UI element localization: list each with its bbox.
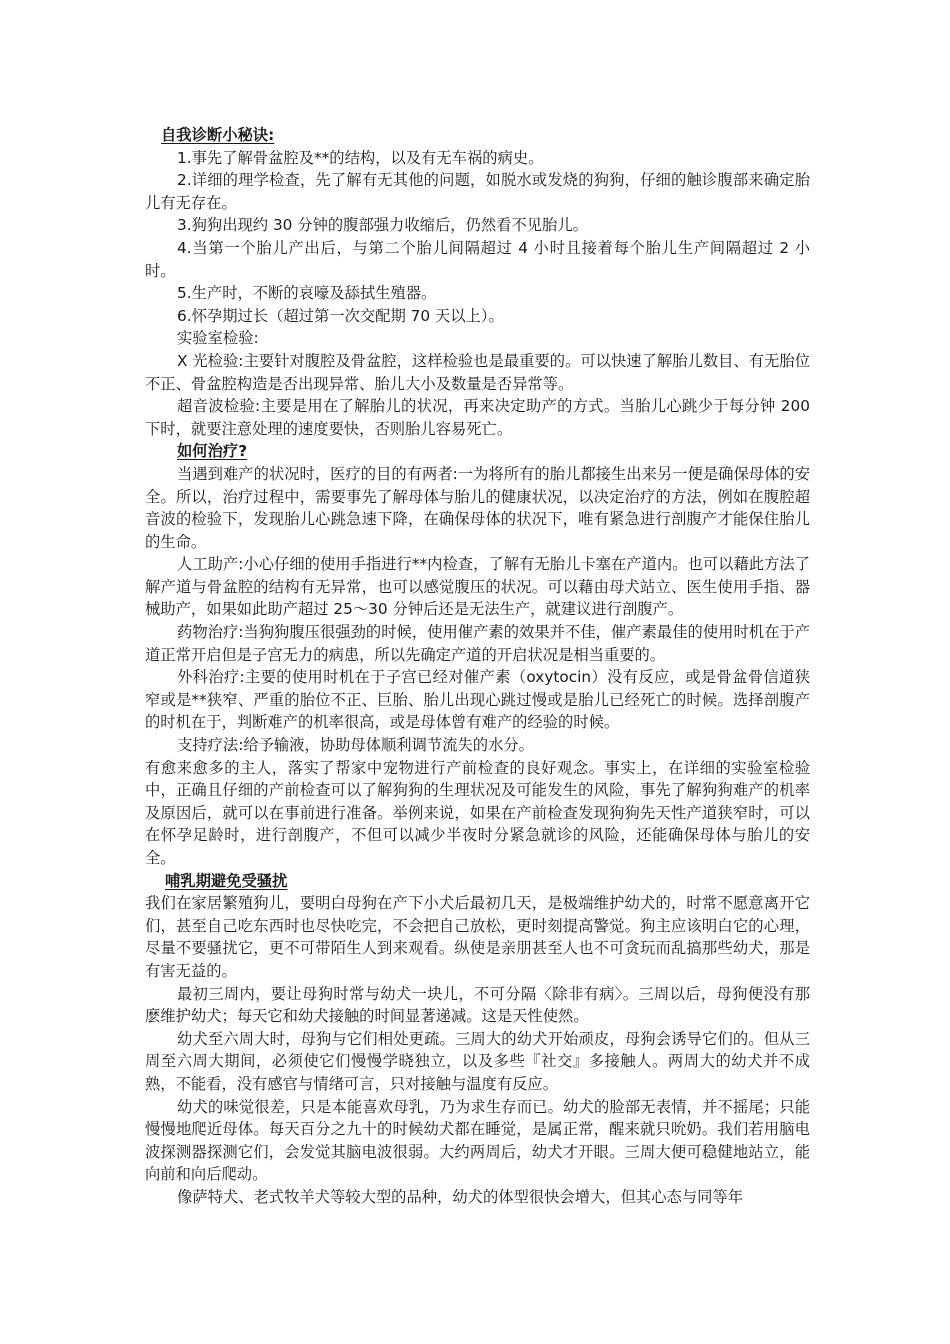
- lactation-paragraph-2: 最初三周内，要让母狗时常与幼犬一块儿，不可分隔〈除非有病〉。三周以后，母狗便没有那麽维护幼犬；每天它和幼犬接触的时间显著递减。这是天性使然。: [145, 984, 810, 1026]
- manual-delivery-paragraph: 人工助产:小心仔细的使用手指进行**内检查，了解有无胎儿卡塞在产道内。也可以藉此方法了解产道与骨盆腔的结构有无异常，也可以感觉腹压的状况。可以藉由母犬站立、医生使用手指、器械助产，如果如此助产超过 25～30 分钟后还是无法生产，就建议进行剖腹产。: [145, 555, 810, 619]
- heading-treatment: 如何治疗?: [177, 442, 248, 461]
- heading-self-diagnosis: 自我诊断小秘诀:: [161, 126, 275, 144]
- lactation-paragraph-3: 幼犬至六周大时，母狗与它们相处更疏。三周大的幼犬开始顽皮，母狗会诱导它们的。但从三周至六周大期间，必须使它们慢慢学晓独立，以及多些『社交』多接触人。两周大的幼犬并不成熟，不能看，没有感官与情绪可言，只对接触与温度有反应。: [145, 1029, 810, 1093]
- supportive-therapy-paragraph: 支持疗法:给予输液，协助母体顺利调节流失的水分。: [177, 736, 534, 755]
- diagnosis-item-6: 6.怀孕期过长（超过第一次交配期 70 天以上）。: [177, 306, 504, 325]
- prenatal-check-summary: 有愈来愈多的主人，落实了帮家中宠物进行产前检查的良好观念。事实上，在详细的实验室检验中，正确且仔细的产前检查可以了解狗狗的生理状况及可能发生的风险，事先了解狗狗难产的机率及原因后，就可以在事前进行准备。举例来说，如果在产前检查发现狗狗先天性产道狭窄时，可以在怀孕足龄时，进行剖腹产，不但可以减少半夜时分紧急就诊的风险，还能确保母体与胎儿的安全。: [145, 758, 810, 867]
- ultrasound-paragraph: 超音波检验:主要是用在了解胎儿的状况，再来决定助产的方式。当胎儿心跳少于每分钟 200 下时，就要注意处理的速度要快，否则胎儿容易死亡。: [145, 397, 810, 438]
- treatment-intro: 当遇到难产的状况时，医疗的目的有两者:一为将所有的胎儿都接生出来另一便是确保母体的安全。所以，治疗过程中，需要事先了解母体与胎儿的健康状况，以决定治疗的方法，例如在腹腔超音波的检验下，发现胎儿心跳急速下降，在确保母体的状况下，唯有紧急进行剖腹产才能保住胎儿的生命。: [145, 464, 810, 551]
- lactation-paragraph-1: 我们在家居繁殖狗儿，要明白母狗在产下小犬后最初几天，是极端维护幼犬的，时常不愿意离开它们，甚至自己吃东西时也尽快吃完，不会把自己放松，更时刻提高警觉。狗主应该明白它的心理，尽量不要骚扰它，更不可带陌生人到来观看。纵使是亲朋甚至人也不可贪玩而乱搞那些幼犬，那是有害无益的。: [145, 894, 810, 980]
- diagnosis-item-2: 2.详细的理学检查，先了解有无其他的问题，如脱水或发烧的狗狗，仔细的触诊腹部来确定胎儿有无存在。: [145, 171, 810, 212]
- heading-lactation: 哺乳期避免受骚扰: [165, 871, 288, 890]
- lab-test-title: 实验室检验:: [177, 329, 259, 348]
- surgical-treatment-paragraph: 外科治疗:主要的使用时机在于子宫已经对催产素（oxytocin）没有反应，或是骨盆骨信道狭窄或是**狭窄、严重的胎位不正、巨胎、胎儿出现心跳过慢或是胎儿已经死亡的时候。选择剖腹产的时机在于，判断难产的机率很高，或是母体曾有难产的经验的时候。: [145, 668, 810, 732]
- xray-paragraph: X 光检验:主要针对腹腔及骨盆腔，这样检验也是最重要的。可以快速了解胎儿数目、有无胎位不正、骨盆腔构造是否出现异常、胎儿大小及数量是否异常等。: [145, 351, 810, 393]
- drug-treatment-paragraph: 药物治疗:当狗狗腹压很强劲的时候，使用催产素的效果并不佳，催产素最佳的使用时机在于产道正常开启但是子宫无力的病患，所以先确定产道的开启状况是相当重要的。: [145, 623, 810, 664]
- diagnosis-item-3: 3.狗狗出现约 30 分钟的腹部强力收缩后，仍然看不见胎儿。: [177, 216, 588, 235]
- lactation-paragraph-4: 幼犬的味觉很差，只是本能喜欢母乳，乃为求生存而已。幼犬的脸部无表情，并不摇尾；只能慢慢地爬近母体。每天百分之九十的时候幼犬都在睡觉，是属正常，醒来就只吮奶。我们若用脑电波探测器探测它们，会发觉其脑电波很弱。大约两周后，幼犬才开眼。三周大便可稳健地站立，能向前和向后爬动。: [145, 1097, 810, 1184]
- diagnosis-item-1: 1.事先了解骨盆腔及**的结构，以及有无车祸的病史。: [177, 148, 544, 167]
- document-page: [145, 124, 810, 1209]
- diagnosis-item-5: 5.生产时，不断的哀嚎及舔拭生殖器。: [177, 284, 437, 303]
- diagnosis-item-4: 4.当第一个胎儿产出后，与第二个胎儿间隔超过 4 小时且接着每个胎儿生产间隔超过 2 小时。: [145, 238, 810, 280]
- lactation-paragraph-5: 像萨特犬、老式牧羊犬等较大型的品种，幼犬的体型很快会增大，但其心态与同等年: [177, 1187, 743, 1206]
